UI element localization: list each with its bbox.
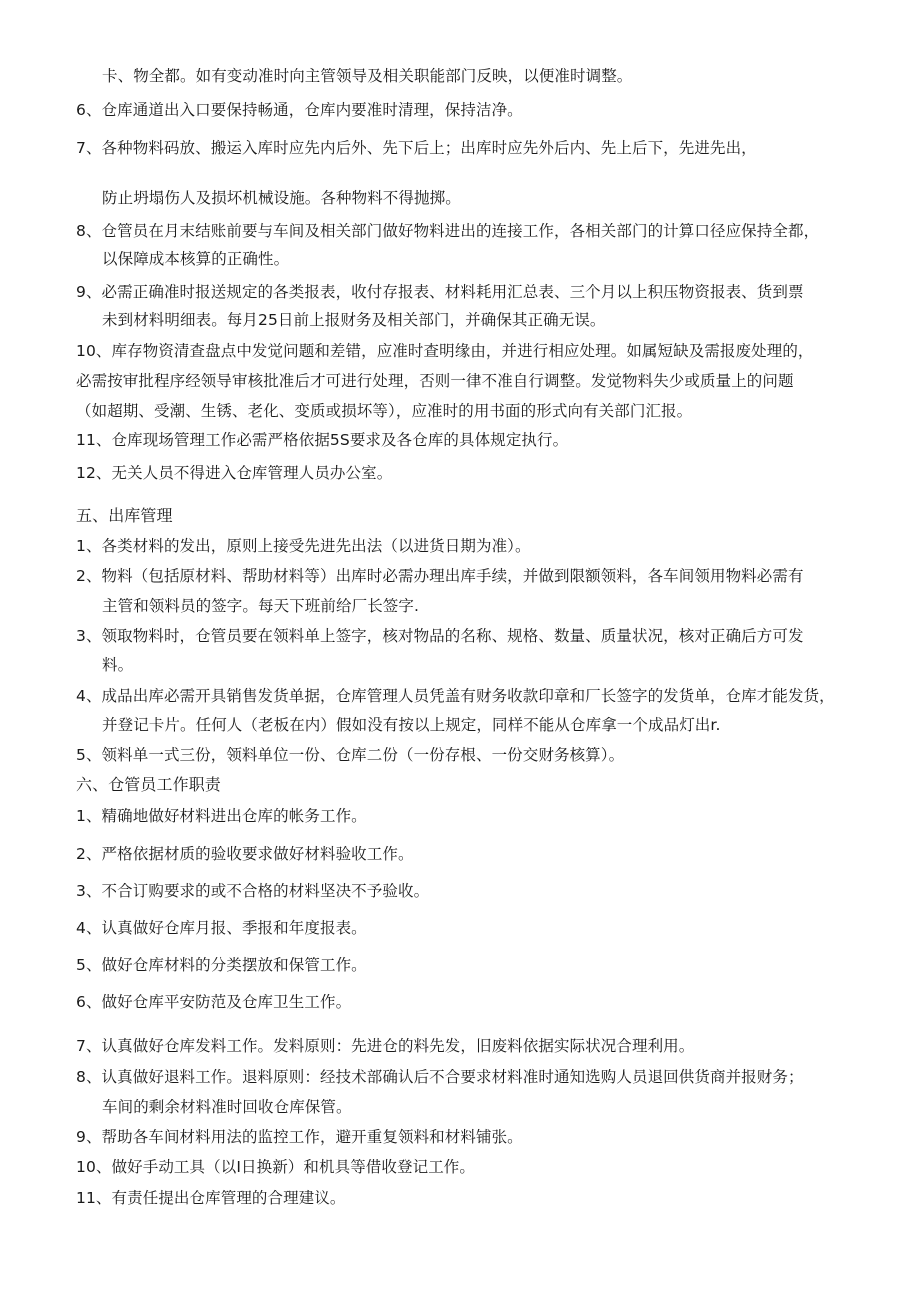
list-item-10: 10、库存物资清查盘点中发觉问题和差错，应准时查明缘由，并进行相应处理。如属短缺及需报废处理的，: [76, 342, 814, 360]
duty-item-1: 1、精确地做好材料进出仓库的帐务工作。: [76, 807, 367, 825]
list-item-9: 9、必需正确准时报送规定的各类报表，收付存报表、材料耗用汇总表、三个月以上积压物资报表、货到票: [76, 283, 804, 301]
list-item-7: 7、各种物料码放、搬运入库时应先内后外、先下后上；出库时应先外后内、先上后下，先进先出，: [76, 139, 757, 157]
outbound-item-2-cont: 主管和领料员的签字。每天下班前给厂长签字.: [102, 597, 420, 615]
section-heading-outbound: 五、出库管理: [76, 506, 173, 525]
duty-item-4: 4、认真做好仓库月报、季报和年度报表。: [76, 919, 367, 937]
list-item-8: 8、仓管员在月末结账前要与车间及相关部门做好物料进出的连接工作，各相关部门的计算口径应保持全都，: [76, 222, 820, 240]
list-item-10-cont-2: （如超期、受潮、生锈、老化、变质或损坏等），应准时的用书面的形式向有关部门汇报。: [76, 402, 693, 420]
list-item-12: 12、无关人员不得进入仓库管理人员办公室。: [76, 464, 393, 482]
duty-item-2: 2、严格依据材质的验收要求做好材料验收工作。: [76, 845, 414, 863]
duty-item-8-cont: 车间的剩余材料准时回收仓库保管。: [102, 1098, 352, 1116]
duty-item-10: 10、做好手动工具（以I日换新）和机具等借收登记工作。: [76, 1158, 475, 1176]
list-item-9-cont: 未到材料明细表。每月25日前上报财务及相关部门，并确保其正确无误。: [102, 311, 606, 329]
list-item-7-cont: 防止坍塌伤人及损坏机械设施。各种物料不得抛掷。: [102, 189, 461, 207]
duty-item-5: 5、做好仓库材料的分类摆放和保管工作。: [76, 956, 367, 974]
outbound-item-4: 4、成品出库必需开具销售发货单据，仓库管理人员凭盖有财务收款印章和厂长签字的发货单，仓库才能发货，: [76, 687, 835, 705]
duty-item-6: 6、做好仓库平安防范及仓库卫生工作。: [76, 993, 352, 1011]
duty-item-11: 11、有责任提出仓库管理的合理建议。: [76, 1189, 346, 1207]
duty-item-7: 7、认真做好仓库发料工作。发料原则：先进仓的料先发，旧废料依据实际状况合理利用。: [76, 1037, 695, 1055]
duty-item-8: 8、认真做好退料工作。退料原则：经技术部确认后不合要求材料准时通知选购人员退回供货商并报财务；: [76, 1068, 804, 1086]
continuation-line: 卡、物全都。如有变动准时向主管领导及相关职能部门反映，以便准时调整。: [102, 67, 633, 85]
duty-item-9: 9、帮助各车间材料用法的监控工作，避开重复领料和材料铺张。: [76, 1128, 523, 1146]
outbound-item-4-cont: 并登记卡片。任何人（老板在内）假如没有按以上规定，同样不能从仓库拿一个成品灯出r.: [102, 716, 721, 734]
outbound-item-3: 3、领取物料时，仓管员要在领料单上签字，核对物品的名称、规格、数量、质量状况，核对正确后方可发: [76, 627, 804, 645]
duty-item-3: 3、不合订购要求的或不合格的材料坚决不予验收。: [76, 882, 430, 900]
list-item-6: 6、仓库通道出入口要保持畅通，仓库内要准时清理，保持洁净。: [76, 101, 523, 119]
list-item-10-cont-1: 必需按审批程序经领导审核批准后才可进行处理，否则一律不准自行调整。发觉物料失少或质量上的问题: [76, 372, 794, 390]
outbound-item-1: 1、各类材料的发出，原则上接受先进先出法（以进货日期为准）。: [76, 537, 531, 555]
outbound-item-5: 5、领料单一式三份，领料单位一份、仓库二份（一份存根、一份交财务核算）。: [76, 746, 625, 764]
outbound-item-2: 2、物料（包括原材料、帮助材料等）出库时必需办理出库手续，并做到限额领料，各车间领用物料必需有: [76, 567, 804, 585]
outbound-item-3-cont: 料。: [102, 656, 134, 674]
list-item-8-cont: 以保障成本核算的正确性。: [102, 250, 290, 268]
list-item-11: 11、仓库现场管理工作必需严格依据5S要求及各仓库的具体规定执行。: [76, 431, 569, 449]
section-heading-duties: 六、仓管员工作职责: [76, 775, 221, 794]
